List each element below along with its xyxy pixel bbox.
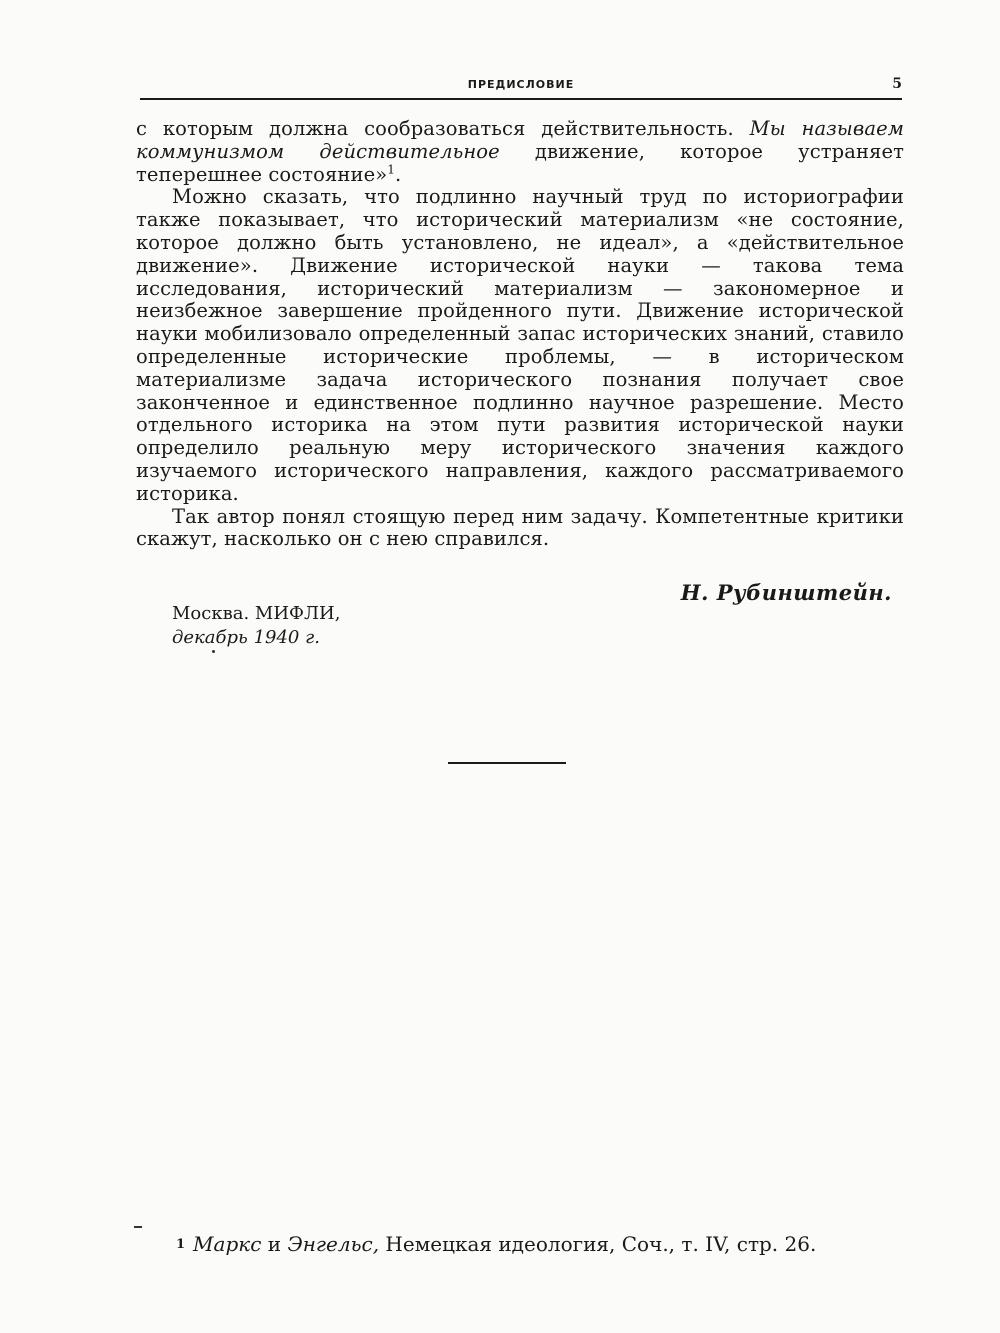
paragraph-1-part-e: . [395,162,402,186]
paragraph-1-part-a: с которым должна сообразоваться действительность. [136,117,750,140]
footnote-and-word: и [261,1232,288,1256]
section-separator [448,762,566,764]
page-number: 5 [892,76,902,92]
running-head-title: ПРЕДИСЛОВИЕ [467,78,575,91]
body-text [136,118,904,551]
paragraph-2: Можно сказать, что подлинно научный труд по историографии также показывает, что исторический материализм «не состояние, которое должно быть установлено, не идеал», а «действительное движение». Движение исторической науки — такова тема исследования, исторический материализм — закономерное и неизбежное завершение пройденного пути. Движение исторической науки мобилизовало определенный запас исторических знаний, ставило определенные исторические проблемы, — в историческом материализме задача исторического познания получает свое законченное и единственное подлинно научное разрешение. Место отдельного историка на этом пути развития исторической науки определило реальную меру исторического значения каждого изучаемого исторического направления, каждого рассматриваемого историка. [136,185,904,505]
paragraph-1-part-d: движение, которое устраняет теперешнее состояние» [136,139,904,186]
footnote [176,1232,816,1256]
footnote-tick [134,1226,142,1228]
footnote-citation: Немецкая идеология, Соч., т. IV, стр. 26. [379,1232,817,1256]
paragraph-3: Так автор понял стоящую перед ним задачу. Компетентные критики скажут, насколько он с нею справился. [136,504,904,551]
place-date-block [172,602,340,650]
footnote-mark: 1 [176,1237,186,1252]
footnote-reference[interactable]: 1 [387,162,396,177]
footnote-author-engels: Энгельс, [287,1232,380,1256]
print-speck [212,650,215,653]
paragraph-1 [136,118,904,186]
paragraph-1-emphasis: действительное [319,139,500,163]
footnote-author-marx: Маркс [193,1232,262,1256]
running-head [140,76,902,100]
author-signature: Н. Рубинштейн. [680,580,892,605]
place-line: Москва. МИФЛИ, [172,603,341,624]
date-line: декабрь 1940 г. [172,627,320,648]
paragraph-1-italic-phrase: Мы называем коммунизмом [136,117,904,163]
